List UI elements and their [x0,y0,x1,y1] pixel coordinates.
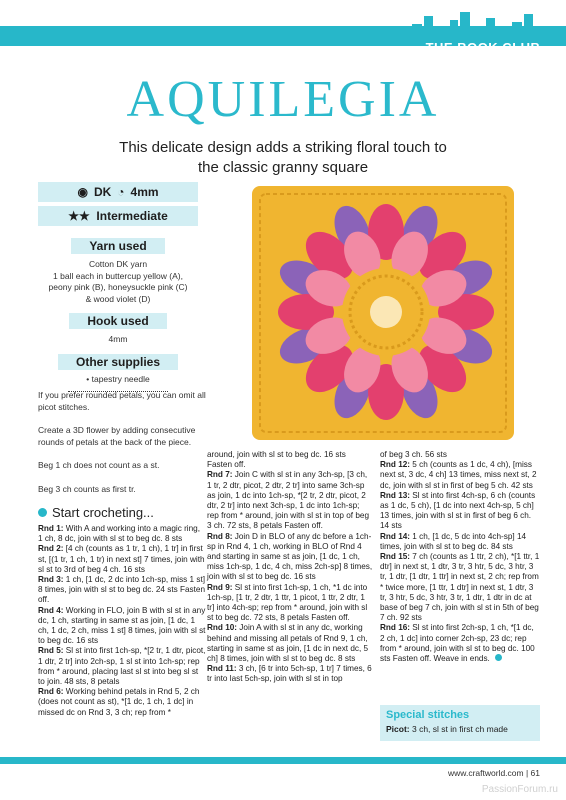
granny-square-illustration [236,182,536,444]
round-text: around, join with sl st to beg dc. 16 sts Fasten off. [207,450,346,470]
hook-heading: Hook used [69,313,166,329]
round-text: Rnd 2: [4 ch (counts as 1 tr, 1 ch), 1 tr] in first st, [(1 tr, 1 ch, 1 tr) in next st] 7 times, join with sl st to 3rd of beg 4 ch. 16 sts [38,544,205,574]
footer-bar [0,757,566,764]
yarn-text: Cotton DK yarn 1 ball each in buttercup yellow (A), peony pink (B), honeysuckle pink (C) & wood violet (D) [48,259,188,304]
special-body: Picot: 3 ch, sl st in first ch made [386,724,508,734]
end-bullet-icon [495,654,502,661]
round-text: Rnd 11: 3 ch, [6 tr into 5ch-sp, 1 tr] 7 times, 6 tr into last 5ch-sp, join with sl st in top [207,664,372,684]
page-title: AQUILEGIA [126,71,440,128]
yarn-weight-pill [38,182,198,202]
round-text: Rnd 16: Sl st into first 2ch-sp, 1 ch, *[1 dc, 2 ch, 1 dc] into corner 2ch-sp, 23 dc; rep from * around, join with sl st to beg dc. 100 sts Fasten off. Weave in ends. [380,623,535,664]
granny-square-photo [236,182,536,444]
note: If you prefer rounded petals, you can omit all picot stitches. [38,390,206,412]
yarn-ball-icon: ◉ [77,185,88,199]
hook-size-value: 4mm [130,185,159,199]
level-value: Intermediate [96,209,168,223]
level-pill [38,206,198,226]
special-stitches-box [380,705,540,741]
supplies-item: • tapestry needle [86,373,150,384]
round-text: Rnd 3: 1 ch, [1 dc, 2 dc into 1ch-sp, miss 1 st] 8 times, join with sl st to beg dc. 24 sts Fasten off. [38,575,206,605]
round-text: Rnd 15: 7 ch (counts as 1 ttr, 2 ch), *[1 ttr, 1 dtr] in next st, 1 dtr, 3 tr, 3 htr, 5 dc, 3 htr, 3 tr, 1 dtr, [1 dtr, 1 ttr] in next st, 2 ch; rep from * twice more, [1 ttr, 1 dtr] in next st, 1 dtr, 3 tr, 3 htr, 5 dc, 3 htr, 3 tr, 1 dtr, 1 dtr in dc at base of beg 7 ch, join with sl st in 5th of beg 7 ch. 92 sts [380,552,540,623]
pattern-column-2 [207,450,373,685]
section-label: THE BOOK CLUB [425,40,541,55]
supplies-heading: Other supplies [58,354,178,370]
sidebar [38,182,198,392]
pattern-column-3 [380,450,540,664]
star-icon: ★★ [68,209,90,223]
note: Beg 1 ch does not count as a st. [38,460,160,470]
round-text: Rnd 4: Working in FLO, join B with sl st in any dc, 1 ch, starting in same st as join, [1 dc, 1 ch, 1 dc, 2 ch, miss 1 st] 8 times, join with sl st to beg dc. 16 sts [38,605,206,646]
footer-text: www.craftworld.com | 61 [448,768,540,778]
hook-value: 4mm [108,334,128,344]
notes [38,390,206,507]
watermark: PassionForum.ru [481,784,558,795]
round-text: Rnd 13: Sl st into first 4ch-sp, 6 ch (counts as 1 dc, 5 ch), [1 dc into next 4ch-sp, 5 ch] 13 times, join with sl st in first of beg 6 ch. 14 sts [380,490,536,531]
weight-value: DK [93,185,112,199]
round-text: Rnd 12: 5 ch (counts as 1 dc, 4 ch), [miss next st, 3 dc, 4 ch] 13 times, miss next st, 2 dc, join with sl st in first of beg 5 ch. 42 sts [380,460,537,490]
round-text: Rnd 5: Sl st into first 1ch-sp, *[2 tr, 1 dtr, picot, 1 dtr, 2 tr] into 2ch-sp, 1 sl st into 1ch-sp; rep from * around, placing last sl st into beg sl st to join. 48 sts, 8 petals [38,646,206,687]
pattern-column-1 [38,524,206,718]
round-text: Rnd 8: Join D in BLO of any dc before a 1ch-sp in Rnd 4, 1 ch, working in BLO of Rnd 4 and starting in same st as join, [1 dc, 1 ch, miss 1ch-sp, 1 dc, 4 ch, miss 2ch-sp] 8 times, join with sl st to beg dc. 16 sts [207,531,373,582]
note: Beg 3 ch counts as first tr. [38,483,136,494]
bullet-icon [38,508,47,517]
special-heading: Special stitches [386,709,470,721]
start-heading: Start crocheting... [38,505,154,520]
round-text: Rnd 7: Join C with sl st in any 3ch-sp, [3 ch, 1 tr, 2 dtr, picot, 2 dtr, 2 tr] into same 3ch-sp as join, 1 dc into 1ch-sp, *[2 tr, 2 dtr, picot, 2 dtr, 2 tr] into next 3ch-sp, 1 dc into 1ch-sp; rep from * around, join with sl st in top of beg 3 ch. 72 sts, 8 petals Fasten off. [207,470,370,531]
round-text: Rnd 9: Sl st into first 1ch-sp, 1 ch, *1 dc into 1ch-sp, [1 tr, 2 dtr, 1 ttr, 1 picot, 1 ttr, 2 dtr, 1 tr] into 4ch-sp; rep from * around, join with sl st to beg dc. 72 sts, 8 petals Fasten off. [207,582,368,623]
round-text: Rnd 1: With A and working into a magic ring, 1 ch, 8 dc, join with sl st to beg dc. 8 sts [38,524,201,544]
round-text: Rnd 14: 1 ch, [1 dc, 5 dc into 4ch-sp] 14 times, join with sl st to beg dc. 84 sts [380,531,527,551]
subtitle: This delicate design adds a striking floral touch to the classic granny square [119,139,447,176]
hook-icon: ◔ [117,185,125,199]
yarn-heading: Yarn used [71,238,164,254]
round-text: Rnd 6: Working behind petals in Rnd 5, 2 ch (does not count as st), *[1 dc, 1 ch, 1 dc] in missed dc on Rnd 3, 3 ch; rep from * [38,687,200,717]
round-text: Rnd 10: Join A with sl st in any dc, working behind and missing all petals of Rnd 9, 1 ch, starting in same st as join, [1 dc in next dc, 5 ch] 8 times, join with sl st to beg dc. 8 sts [207,623,369,664]
note: Create a 3D flower by adding consecutive rounds of petals at the back of the piece. [38,425,196,447]
round-text: of beg 3 ch. 56 sts [380,450,447,459]
